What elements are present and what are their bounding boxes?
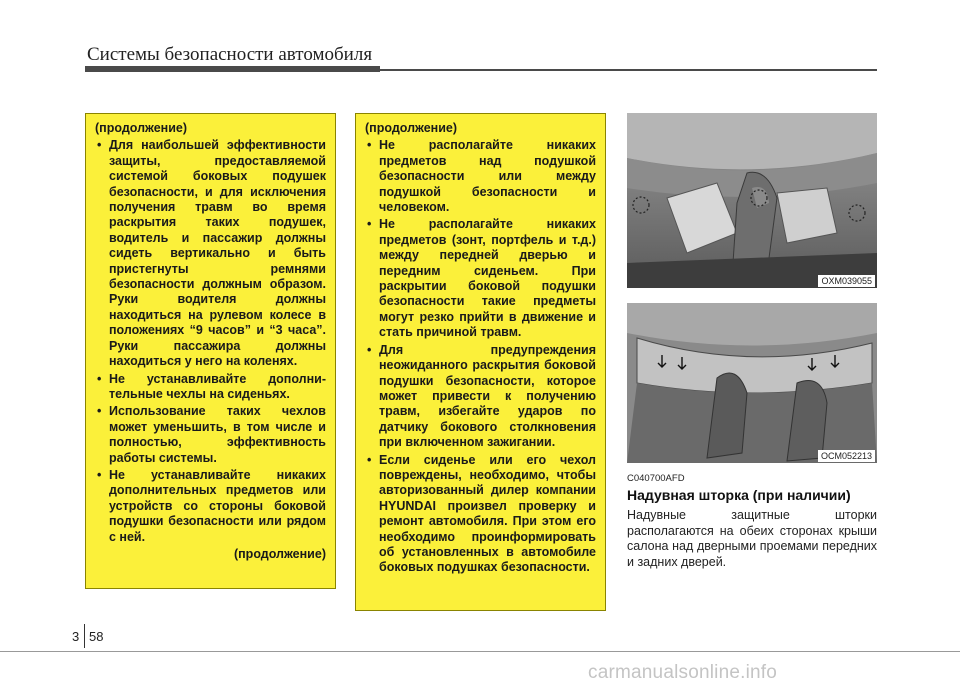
bullet-item: • Использование таких чехлов может уменьшить, в том числе и полностью, эффективность работы системы. xyxy=(95,404,326,466)
section-code: C040700AFD xyxy=(627,473,685,484)
bullet-item: • Если сиденье или его чехол повреждены, необходимо, чтобы авторизованный дилер компании HYUNDAI произвел проверку и ремонт автомобиля. При этом его необходимо проинформировать об установленных в автомобиле боковых подушках безопасности. xyxy=(365,453,596,576)
bullet-item: • Для наибольшей эффективности защиты, предоставляемой системой боковых подушек безопасности, и для исключения получения травм во время раскрытия таких подушек, водитель и пассажир должны сидеть вертикально и быть пристегнуты ремнями безопасности должным образом. Руки водителя должны находиться на рулевом колесе в положениях “9 часов” и “3 часа”. Руки пассажира должны находиться у него на коленях. xyxy=(95,138,326,369)
chapter-number: 3 xyxy=(72,629,80,644)
continued-end-label: (продолжение) xyxy=(233,546,326,561)
bullet-list xyxy=(95,138,326,545)
warning-box-left xyxy=(85,113,336,589)
continued-label: (продолжение) xyxy=(95,121,188,135)
warning-box-middle xyxy=(355,113,606,611)
curtain-airbag-icon xyxy=(627,303,877,463)
header-bar-thick xyxy=(85,66,380,72)
car-interior-photo xyxy=(627,113,877,288)
bullet-list xyxy=(365,138,596,575)
bullet-item: • Не располагайте никаких предметов (зонт, портфель и т.д.) между передней дверью и передним сиденьем. При раскрытии боковой подушки безопасности такие предметы могут резко прийти в движение и стать причиной травм. xyxy=(365,217,596,340)
image-code: OXM039055 xyxy=(818,275,875,287)
section-text: Надувные защитные шторки располагаются на обеих сторонах крыши салона над дверными проемами передних и задних дверей. xyxy=(627,508,877,569)
image-code: OCM052213 xyxy=(818,450,875,462)
watermark: carmanualsonline.info xyxy=(588,662,778,683)
bullet-item: • Не устанавливайте никаких дополнительных предметов или устройств со стороны боковой подушки безопасности или рядом с ней. xyxy=(95,468,326,545)
header-bar-thin xyxy=(380,69,877,71)
page-number: 58 xyxy=(89,629,104,644)
bullet-item: • Не располагайте никаких предметов над подушкой безопасности или между подушкой безопасности и человеком. xyxy=(365,138,596,215)
continued-label: (продолжение) xyxy=(365,121,458,135)
header-title: Системы безопасности автомобиля xyxy=(87,44,373,65)
footer-line xyxy=(0,651,960,652)
curtain-airbag-illustration xyxy=(627,303,877,463)
bullet-item: • Для предупреждения неожиданного раскрытия боковой подушки безопасности, которое может привести к получению травм, избегайте ударов по датчику бокового столкновения при включенном зажигании. xyxy=(365,343,596,451)
bullet-item: • Не устанавливайте дополнительные чехлы на сиденьях. xyxy=(95,372,326,403)
car-interior-icon xyxy=(627,113,877,288)
section-heading: Надувная шторка (при наличии) xyxy=(627,487,851,503)
footer-divider xyxy=(84,624,85,648)
